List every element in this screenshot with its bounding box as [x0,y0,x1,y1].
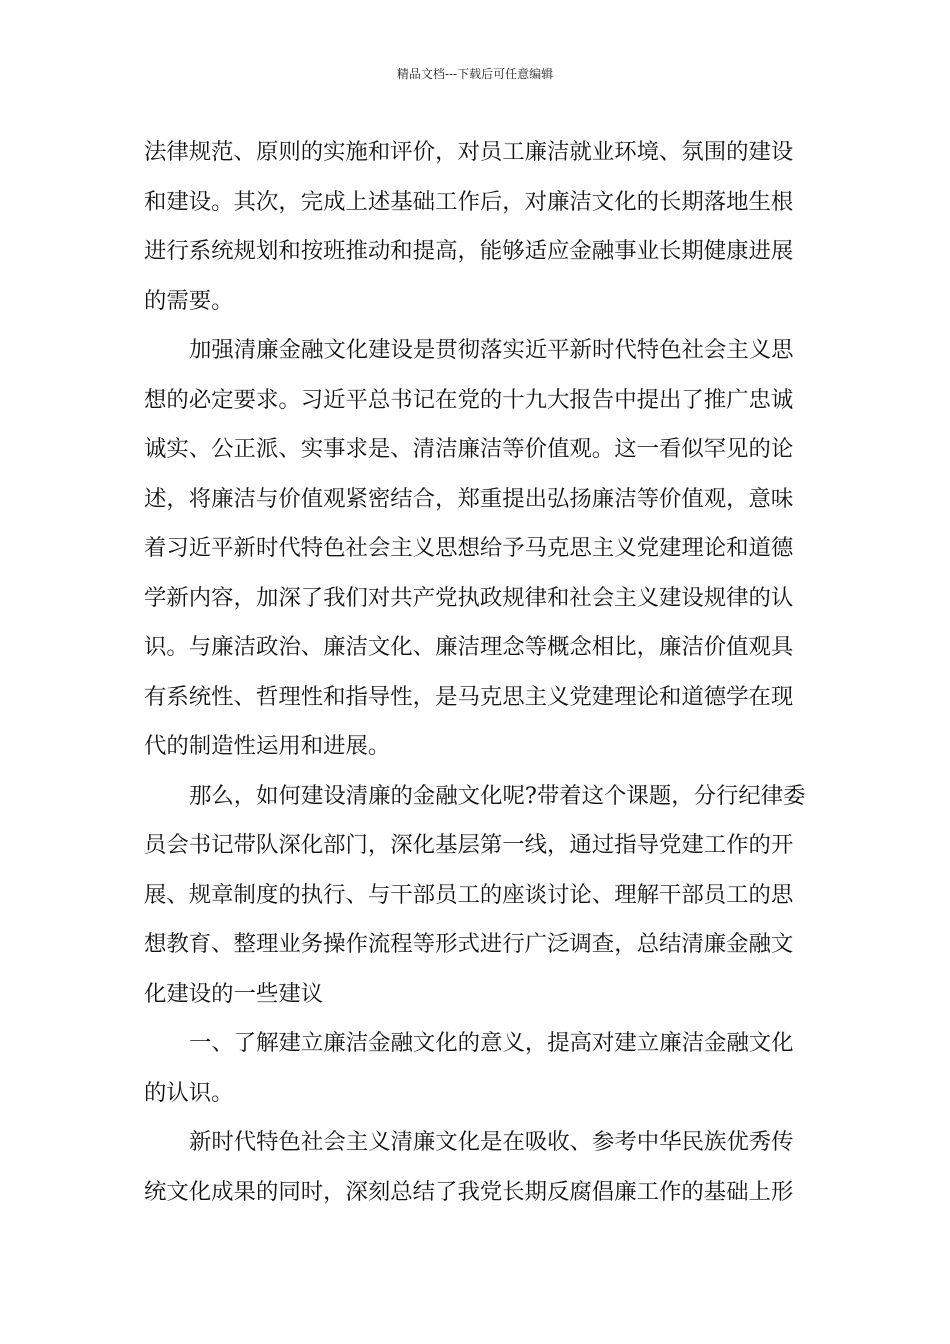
text-line: 进行系统规划和按班推动和提高，能够适应金融事业长期健康进展 [144,238,794,264]
text-line: 那么，如何建设清廉的金融文化呢?带着这个课题，分行纪律委 [189,782,806,809]
text-line: 展、规章制度的执行、与干部员工的座谈讨论、理解干部员工的思 [144,881,794,908]
text-line: 代的制造性运用和进展。 [144,733,391,759]
text-line: 和建设。其次，完成上述基础工作后，对廉洁文化的长期落地生根 [144,188,794,215]
text-line: 有系统性、哲理性和指导性，是马克思主义党建理论和道德学在现 [144,683,794,710]
text-line: 想教育、整理业务操作流程等形式进行广泛调查，总结清廉金融文 [144,931,794,957]
text-line: 着习近平新时代特色社会主义思想给予马克思主义党建理论和道德 [144,535,794,561]
text-line: 述，将廉洁与价值观紧密结合，郑重提出弘扬廉洁等价值观，意味 [144,485,794,512]
text-line: 的认识。 [144,1079,234,1106]
text-line: 诚实、公正派、实事求是、清洁廉洁等价值观。这一看似罕见的论 [144,436,794,462]
text-line: 法律规范、原则的实施和评价，对员工廉洁就业环境、氛围的建设 [144,139,794,165]
text-line: 一、了解建立廉洁金融文化的意义，提高对建立廉洁金融文化 [189,1030,794,1056]
text-line: 员会书记带队深化部门，深化基层第一线，通过指导党建工作的开 [144,832,794,858]
document-body [144,128,810,1217]
text-line: 的需要。 [144,287,234,314]
text-line: 化建设的一些建议 [144,980,324,1007]
text-line: 想的必定要求。习近平总书记在党的十九大报告中提出了推广忠诚 [144,386,794,413]
page-header: 精品文档---下载后可任意编辑 [396,67,554,81]
text-line: 统文化成果的同时，深刻总结了我党长期反腐倡廉工作的基础上形 [144,1178,794,1205]
text-line: 识。与廉洁政治、廉洁文化、廉洁理念等概念相比，廉洁价值观具 [144,634,794,660]
text-line: 加强清廉金融文化建设是贯彻落实近平新时代特色社会主义思 [189,337,794,363]
text-line: 学新内容，加深了我们对共产党执政规律和社会主义建设规律的认 [144,584,794,611]
text-line: 新时代特色社会主义清廉文化是在吸收、参考中华民族优秀传 [189,1129,794,1155]
